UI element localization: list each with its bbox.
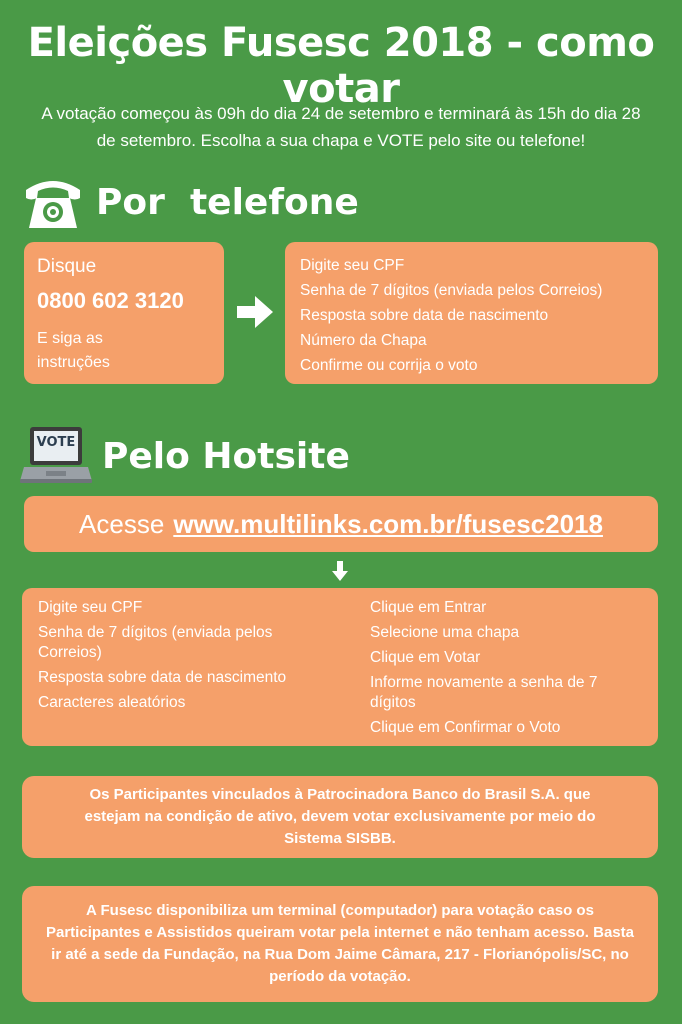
hotsite-section-heading: Pelo Hotsite xyxy=(102,436,350,477)
dial-box xyxy=(24,242,224,384)
url-box xyxy=(24,496,658,552)
list-item: Resposta sobre data de nascimento xyxy=(38,669,287,686)
list-item: Digite seu CPF xyxy=(300,257,405,274)
laptop-icon xyxy=(20,425,92,485)
hotsite-steps-box xyxy=(22,588,658,746)
hotsite-left-steps xyxy=(38,598,328,713)
list-item: Senha de 7 dígitos (enviada pelos Correios) xyxy=(38,624,273,661)
list-item: Número da Chapa xyxy=(300,332,427,349)
page-title: Eleições Fusesc 2018 - como votar xyxy=(27,20,655,112)
list-item: Informe novamente a senha de 7 dígitos xyxy=(370,674,598,711)
hotsite-url-link[interactable]: www.multilinks.com.br/fusesc2018 xyxy=(173,508,603,539)
intro-text: A votação começou às 09h do dia 24 de setembro e terminará às 15h do dia 28 de setembro. Escolha a sua chapa e VOTE pelo site ou telefone! xyxy=(41,104,641,150)
list-item: Resposta sobre data de nascimento xyxy=(300,307,549,324)
terminal-note xyxy=(22,886,658,1002)
banco-brasil-note-text: Os Participantes vinculados à Patrocinadora Banco do Brasil S.A. que estejam na condição de ativo, devem votar exclusivamente por meio do Sistema SISBB. xyxy=(84,786,596,847)
list-item: Clique em Confirmar o Voto xyxy=(370,719,561,736)
phone-steps-box xyxy=(285,242,658,384)
hotsite-right-steps xyxy=(370,598,645,738)
list-item: Senha de 7 dígitos (enviada pelos Correios) xyxy=(300,282,603,299)
list-item: Clique em Votar xyxy=(370,649,481,666)
arrow-right-icon xyxy=(235,294,275,330)
laptop-screen-text: VOTE xyxy=(36,435,76,450)
list-item: Confirme ou corrija o voto xyxy=(300,357,478,374)
follow-instructions-line-1: E siga as xyxy=(37,330,103,347)
dial-label: Disque xyxy=(37,256,97,277)
list-item: Selecione uma chapa xyxy=(370,624,520,641)
phone-section-heading: Por telefone xyxy=(96,182,359,223)
list-item: Caracteres aleatórios xyxy=(38,694,186,711)
telephone-icon xyxy=(22,174,84,232)
follow-instructions-line-2: instruções xyxy=(37,354,110,371)
terminal-note-text: A Fusesc disponibiliza um terminal (computador) para votação caso os Participantes e Assistidos queiram votar pela internet e não tenham acesso. Basta ir até a sede da Fundação, na Rua Dom Jaime Câmara, 217 - Florianópolis/SC, no período da votação. xyxy=(46,902,634,985)
banco-brasil-note xyxy=(22,776,658,858)
arrow-down-icon xyxy=(332,561,348,581)
list-item: Clique em Entrar xyxy=(370,599,487,616)
access-label: Acesse xyxy=(79,508,165,539)
list-item: Digite seu CPF xyxy=(38,599,143,616)
phone-number: 0800 602 3120 xyxy=(37,288,184,313)
